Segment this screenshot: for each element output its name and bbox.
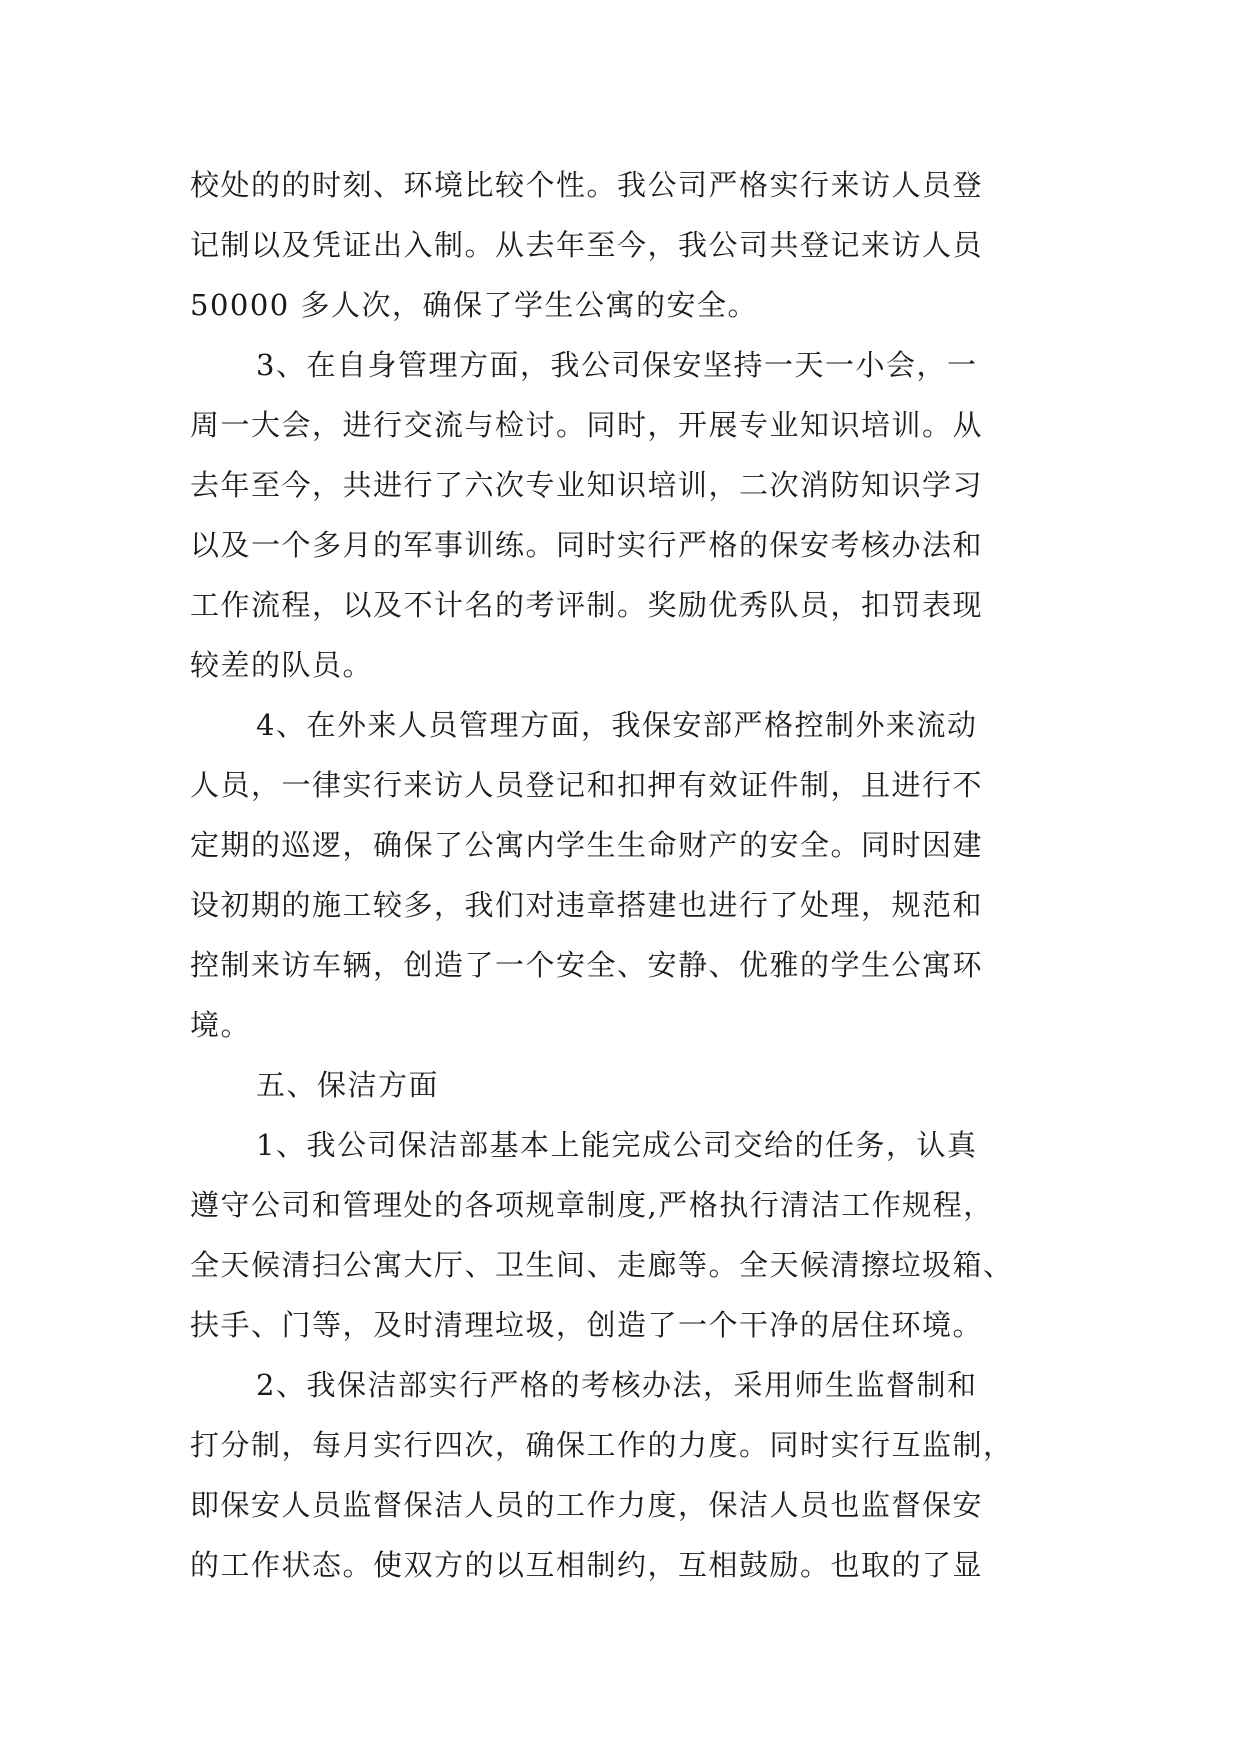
text-line: 打分制，每月实行四次，确保工作的力度。同时实行互监制， <box>190 1428 1014 1462</box>
text-line: 50000 多人次，确保了学生公寓的安全。 <box>190 288 758 322</box>
text-line: 即保安人员监督保洁人员的工作力度，保洁人员也监督保安 <box>190 1488 984 1522</box>
text-line: 周一大会，进行交流与检讨。同时，开展专业知识培训。从 <box>190 408 984 442</box>
text-line: 4、在外来人员管理方面，我保安部严格控制外来流动 <box>256 708 978 742</box>
text-line: 去年至今，共进行了六次专业知识培训，二次消防知识学习 <box>190 468 984 502</box>
text-line: 定期的巡逻，确保了公寓内学生生命财产的安全。同时因建 <box>190 828 984 862</box>
text-line: 以及一个多月的军事训练。同时实行严格的保安考核办法和 <box>190 528 984 562</box>
text-line: 人员，一律实行来访人员登记和扣押有效证件制，且进行不 <box>190 768 984 802</box>
text-line: 全天候清扫公寓大厅、卫生间、走廊等。全天候清擦垃圾箱、 <box>190 1248 1014 1282</box>
text-line: 扶手、门等，及时清理垃圾，创造了一个干净的居住环境。 <box>190 1308 984 1342</box>
text-line: 2、我保洁部实行严格的考核办法，采用师生监督制和 <box>256 1368 978 1402</box>
text-line: 设初期的施工较多，我们对违章搭建也进行了处理，规范和 <box>190 888 984 922</box>
document-body <box>190 155 1070 1595</box>
text-line: 3、在自身管理方面，我公司保安坚持一天一小会，一 <box>256 348 978 382</box>
text-line: 的工作状态。使双方的以互相制约，互相鼓励。也取的了显 <box>190 1548 984 1582</box>
text-line: 遵守公司和管理处的各项规章制度,严格执行清洁工作规程， <box>190 1188 994 1222</box>
text-line: 境。 <box>190 1008 252 1042</box>
text-line: 工作流程，以及不计名的考评制。奖励优秀队员，扣罚表现 <box>190 588 984 622</box>
text-line: 记制以及凭证出入制。从去年至今，我公司共登记来访人员 <box>190 228 984 262</box>
text-line: 校处的的时刻、环境比较个性。我公司严格实行来访人员登 <box>190 168 984 202</box>
text-line: 控制来访车辆，创造了一个安全、安静、优雅的学生公寓环 <box>190 948 984 982</box>
text-line: 1、我公司保洁部基本上能完成公司交给的任务，认真 <box>256 1128 978 1162</box>
text-line: 较差的队员。 <box>190 648 374 682</box>
section-heading: 五、保洁方面 <box>256 1068 440 1102</box>
